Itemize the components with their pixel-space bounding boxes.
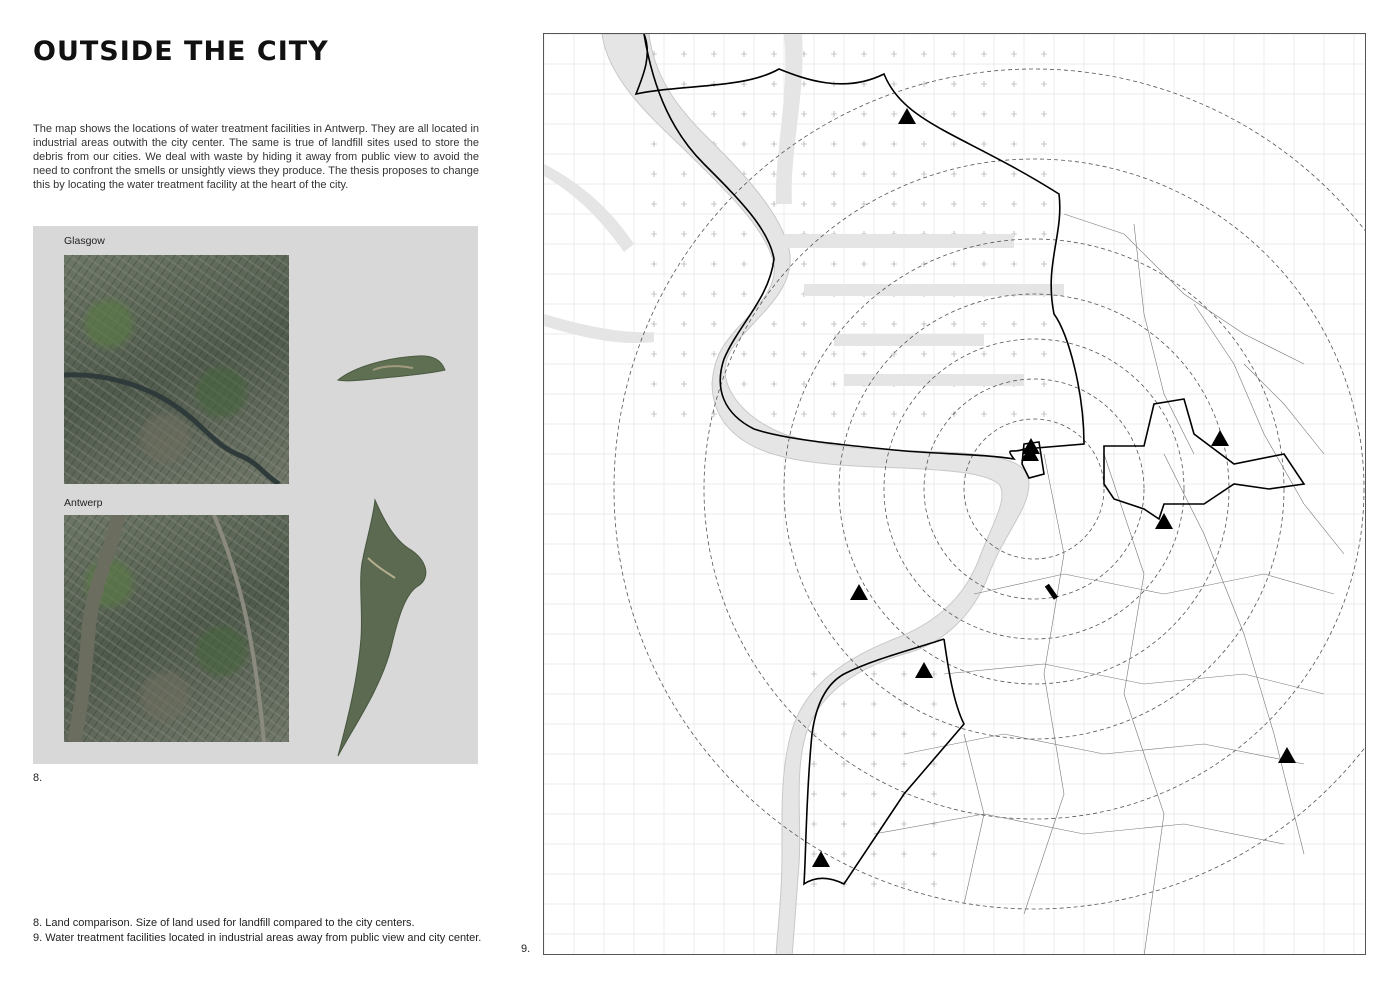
antwerp-landfill-shape [333, 498, 433, 760]
hatch-cross [1041, 381, 1047, 387]
hatch-cross [871, 731, 877, 737]
hatch-cross [811, 791, 817, 797]
hatch-cross [921, 111, 927, 117]
hatch-cross [681, 291, 687, 297]
hatch-cross [741, 261, 747, 267]
glasgow-label: Glasgow [64, 235, 105, 247]
hatch-cross [861, 51, 867, 57]
distance-ring [924, 379, 1144, 599]
hatch-cross [801, 81, 807, 87]
hatch-cross [1011, 171, 1017, 177]
distance-ring [614, 69, 1366, 909]
hatch-cross [981, 141, 987, 147]
antwerp-map [543, 33, 1366, 955]
hatch-cross [1041, 411, 1047, 417]
hatch-cross [931, 791, 937, 797]
hatch-cross [841, 791, 847, 797]
hatch-cross [891, 141, 897, 147]
hatch-cross [681, 81, 687, 87]
hatch-cross [871, 851, 877, 857]
hatch-cross [1011, 141, 1017, 147]
hatch-cross [801, 261, 807, 267]
hatch-cross [981, 351, 987, 357]
hatch-cross [861, 141, 867, 147]
hatch-cross [681, 261, 687, 267]
hatch-cross [711, 261, 717, 267]
hatch-cross [801, 411, 807, 417]
hatch-cross [831, 411, 837, 417]
hatch-cross [981, 261, 987, 267]
hatch-cross [1041, 201, 1047, 207]
hatch-cross [831, 321, 837, 327]
hatch-cross [1041, 351, 1047, 357]
hatch-cross [681, 171, 687, 177]
hatch-cross [651, 141, 657, 147]
hatch-cross [1011, 261, 1017, 267]
hatch-cross [1041, 81, 1047, 87]
hatch-cross [951, 81, 957, 87]
figure-captions [33, 916, 489, 945]
hatch-cross [861, 411, 867, 417]
hatch-cross [711, 111, 717, 117]
hatch-cross [711, 231, 717, 237]
hatch-cross [831, 351, 837, 357]
hatch-cross [771, 171, 777, 177]
glasgow-satellite-image [64, 255, 289, 484]
hatch-cross [891, 201, 897, 207]
hatch-cross [901, 671, 907, 677]
hatch-cross [981, 411, 987, 417]
triangle-marker-icon [1278, 747, 1296, 763]
hatch-cross [681, 351, 687, 357]
hatch-cross [901, 731, 907, 737]
hatch-cross [801, 141, 807, 147]
hatch-cross [921, 201, 927, 207]
hatch-cross [861, 111, 867, 117]
antwerp-label: Antwerp [64, 497, 103, 509]
hatch-cross [801, 351, 807, 357]
triangle-marker-icon [850, 584, 868, 600]
hatch-cross [651, 201, 657, 207]
hatch-cross [931, 731, 937, 737]
hatch-cross [681, 231, 687, 237]
hatch-cross [681, 321, 687, 327]
hatch-cross [801, 201, 807, 207]
hatch-cross [901, 851, 907, 857]
distance-ring [964, 419, 1104, 559]
hatch-cross [841, 821, 847, 827]
hatch-cross [801, 321, 807, 327]
hatch-cross [921, 321, 927, 327]
hatch-cross [951, 51, 957, 57]
hatch-cross [831, 171, 837, 177]
hatch-cross [901, 761, 907, 767]
antwerp-satellite-image [64, 515, 289, 742]
hatch-cross [811, 671, 817, 677]
hatch-cross [921, 261, 927, 267]
hatch-cross [681, 381, 687, 387]
hatch-cross [841, 851, 847, 857]
hatch-cross [1041, 141, 1047, 147]
hatch-cross [891, 321, 897, 327]
hatch-cross [861, 351, 867, 357]
hatch-cross [981, 171, 987, 177]
hatch-cross [681, 411, 687, 417]
hatch-cross [951, 201, 957, 207]
hatch-cross [1041, 321, 1047, 327]
antwerp-river-icon [64, 515, 289, 742]
hatch-cross [981, 111, 987, 117]
hatch-cross [831, 261, 837, 267]
figure-8-number: 8. [33, 772, 43, 784]
hatch-cross [871, 761, 877, 767]
caption-8: 8. Land comparison. Size of land used for landfill compared to the city centers. [33, 917, 415, 929]
hatch-cross [931, 821, 937, 827]
glasgow-river-icon [64, 255, 289, 484]
hatch-cross [981, 51, 987, 57]
hatch-cross [931, 701, 937, 707]
hatch-cross [711, 51, 717, 57]
triangle-marker-icon [1211, 430, 1229, 446]
hatch-cross [901, 881, 907, 887]
hatch-cross [1041, 171, 1047, 177]
canal-west [544, 314, 654, 343]
hatch-cross [711, 321, 717, 327]
hatch-cross [651, 381, 657, 387]
hatch-cross [871, 701, 877, 707]
hatch-cross [891, 261, 897, 267]
land-comparison-panel [33, 226, 478, 764]
hatch-cross [921, 51, 927, 57]
hatch-cross [771, 381, 777, 387]
hatch-cross [711, 201, 717, 207]
hatch-cross [891, 81, 897, 87]
hatch-cross [981, 201, 987, 207]
triangle-marker-icon [812, 851, 830, 867]
hatch-cross [901, 821, 907, 827]
hatch-cross [801, 111, 807, 117]
hatch-cross [921, 141, 927, 147]
hatch-cross [1041, 261, 1047, 267]
hatch-cross [651, 171, 657, 177]
hatch-cross [891, 411, 897, 417]
hatch-cross [771, 351, 777, 357]
hatch-cross [741, 381, 747, 387]
hatch-cross [831, 381, 837, 387]
intro-paragraph: The map shows the locations of water treatment facilities in Antwerp. They are all located in industrial areas outwith the city center. The same is true of landfill sites used to store the debris from our cities. We deal with waste by hiding it away from public view to avoid the need to confront the smells or unsightly views they produce. The thesis proposes to change this by locating the water treatment facility at the heart of the city. [33, 123, 479, 191]
hatch-cross [651, 291, 657, 297]
hatch-cross [651, 321, 657, 327]
hatch-cross [921, 351, 927, 357]
triangle-marker-icon [915, 662, 933, 678]
hatch-cross [951, 261, 957, 267]
hatch-cross [1011, 411, 1017, 417]
distance-rings [614, 69, 1366, 909]
hatch-cross [741, 141, 747, 147]
hatch-cross [891, 351, 897, 357]
hatch-cross [931, 881, 937, 887]
hatch-cross [1011, 111, 1017, 117]
hatch-cross [951, 321, 957, 327]
hatch-cross [771, 51, 777, 57]
hatch-cross [711, 291, 717, 297]
hatch-cross [711, 351, 717, 357]
triangle-marker-icon [1155, 513, 1173, 529]
hatch-cross [871, 791, 877, 797]
glasgow-landfill-shape [333, 348, 453, 388]
hatch-cross [771, 111, 777, 117]
hatch-cross [951, 351, 957, 357]
hatch-cross [871, 821, 877, 827]
hatch-cross [801, 171, 807, 177]
hatch-cross [651, 231, 657, 237]
caption-9: 9. Water treatment facilities located in industrial areas away from public view and city center. [33, 931, 482, 944]
hatch-cross [681, 51, 687, 57]
hatch-cross [861, 261, 867, 267]
hatch-cross [771, 321, 777, 327]
hatch-cross [841, 731, 847, 737]
hatch-cross [811, 761, 817, 767]
hatch-cross [651, 351, 657, 357]
hatch-cross [811, 851, 817, 857]
hatch-cross [811, 881, 817, 887]
hatch-cross [841, 701, 847, 707]
hatch-cross [1011, 351, 1017, 357]
hatch-cross [651, 411, 657, 417]
canal-northwest [544, 164, 634, 252]
hatch-cross [891, 51, 897, 57]
hatch-cross [891, 171, 897, 177]
hatch-cross [741, 51, 747, 57]
hatch-cross [861, 321, 867, 327]
hatch-cross [1011, 51, 1017, 57]
hatch-cross [931, 851, 937, 857]
hatch-cross [831, 111, 837, 117]
canal-north [776, 34, 803, 204]
hatch-cross [1041, 231, 1047, 237]
hatch-cross [681, 201, 687, 207]
hatch-cross [921, 171, 927, 177]
hatch-cross [771, 411, 777, 417]
hatch-cross [741, 111, 747, 117]
hatch-cross [861, 171, 867, 177]
hatch-cross [871, 671, 877, 677]
hatch-cross [951, 111, 957, 117]
hatch-cross [981, 321, 987, 327]
river-scheldt [602, 34, 1029, 955]
hatch-cross [811, 821, 817, 827]
map-canvas [544, 34, 1366, 955]
hatch-cross [1011, 201, 1017, 207]
hatch-cross [1041, 111, 1047, 117]
hatch-cross [741, 291, 747, 297]
dock-basins [784, 234, 1064, 386]
hatch-cross [831, 51, 837, 57]
hatch-cross [871, 881, 877, 887]
hatch-cross [841, 761, 847, 767]
distance-ring [839, 294, 1229, 684]
hatch-cross [651, 261, 657, 267]
hatch-cross [771, 81, 777, 87]
hatch-cross [1011, 321, 1017, 327]
hatch-cross [1011, 81, 1017, 87]
hatch-cross [891, 111, 897, 117]
figure-9-number: 9. [521, 943, 531, 955]
hatch-cross [771, 141, 777, 147]
hatch-cross [831, 201, 837, 207]
hatch-cross [921, 411, 927, 417]
hatch-cross [951, 141, 957, 147]
hatch-cross [741, 231, 747, 237]
hatch-cross [981, 81, 987, 87]
hatch-cross [741, 351, 747, 357]
hatch-cross [1041, 51, 1047, 57]
page-title: OUTSIDE THE CITY [33, 36, 329, 67]
hatch-cross [831, 141, 837, 147]
map-grid [544, 34, 1366, 955]
hatch-cross [951, 171, 957, 177]
